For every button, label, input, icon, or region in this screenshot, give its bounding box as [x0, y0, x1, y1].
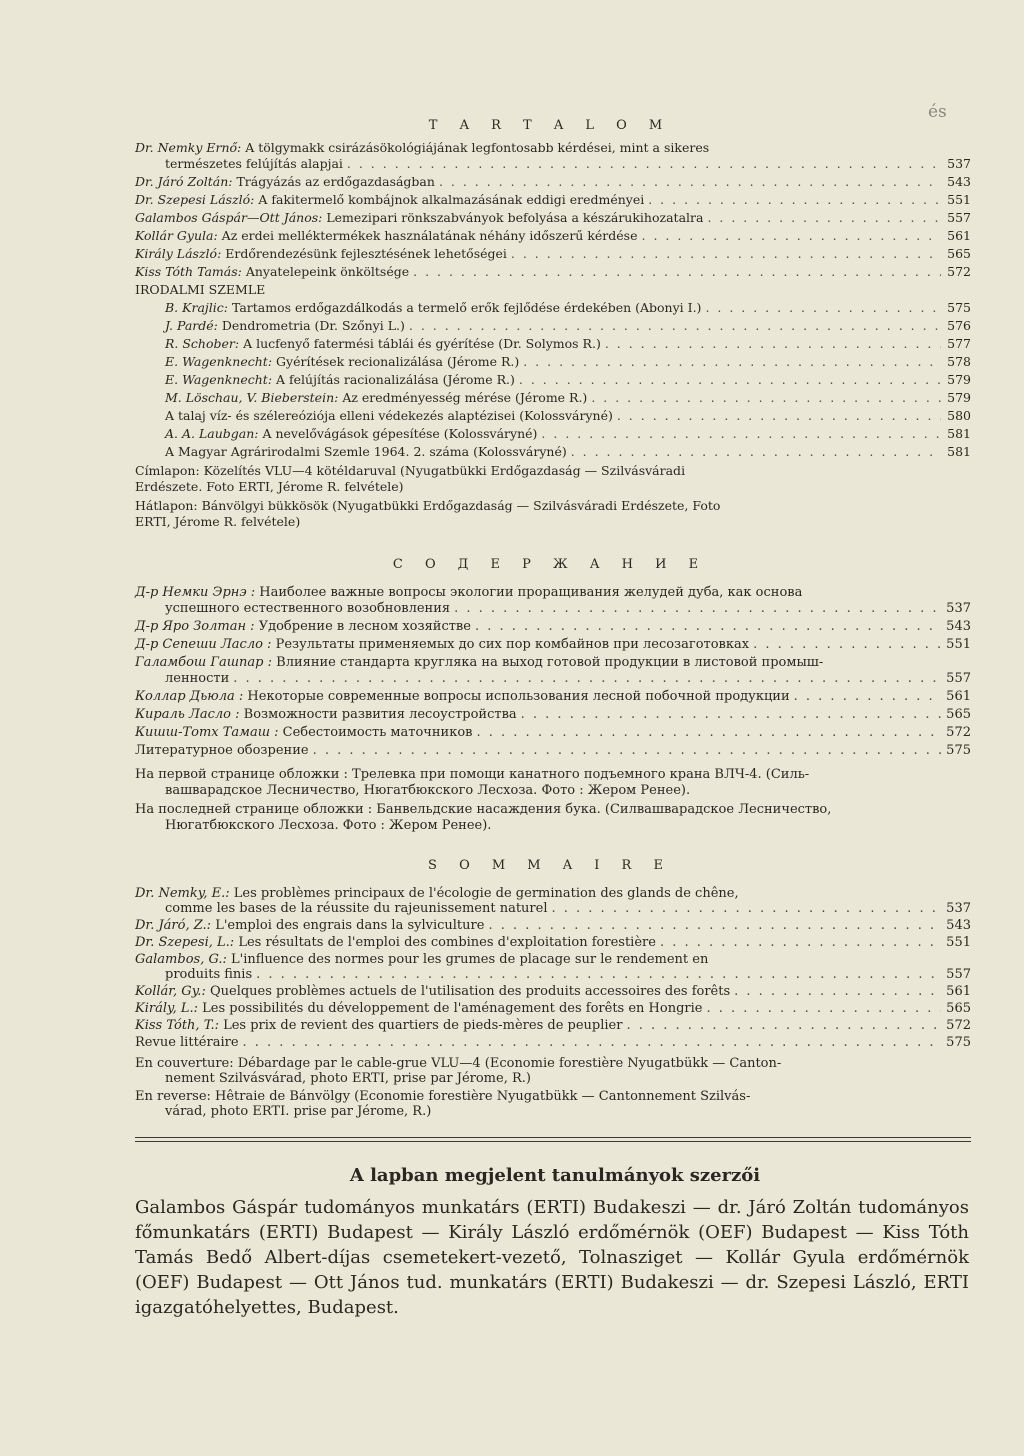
entry-page: 572	[946, 725, 971, 740]
entry-author: Dr. Szepesi László:	[135, 192, 255, 207]
couverture-note	[135, 1056, 971, 1086]
soderzhanie-list	[135, 585, 971, 834]
toc-entry	[135, 689, 971, 705]
toc-entry	[135, 935, 971, 950]
entry-page: 581	[947, 426, 971, 441]
hatlapon-note	[135, 498, 971, 530]
entry-title-cont: ленности	[165, 671, 230, 686]
sommaire-heading: S O M M A I R E	[428, 858, 672, 873]
entry-title: Les prix de revient des quartiers de pieds-mères de peuplier	[223, 1018, 623, 1033]
review-entry	[135, 372, 971, 388]
entry-author: Д-р Сепеши Ласло :	[135, 637, 272, 652]
entry-page: 561	[946, 984, 971, 999]
entry-page: 565	[947, 246, 971, 261]
entry-page: 581	[947, 444, 971, 459]
entry-title: Dendrometria (Dr. Szőnyi L.)	[221, 318, 405, 333]
entry-title: Gyérítések recionalizálása (Jérome R.)	[276, 354, 520, 369]
reverse-note	[135, 1089, 971, 1119]
review-entry	[135, 318, 971, 334]
entry-author: Д-р Яро Золтан :	[135, 619, 255, 634]
entry-author: Galambos Gáspár—Ott János:	[135, 210, 323, 225]
entry-author: Király László:	[135, 246, 222, 261]
review-entry	[135, 444, 971, 460]
entry-title: Наиболее важные вопросы экологии проращивания желудей дуба, как основа	[259, 585, 803, 600]
reverse-line: En reverse: Hêtraie de Bánvölgy (Economie forestière Nyugatbükk — Cantonnement Szilvás-	[135, 1089, 751, 1104]
irodalmi-szemle-heading: IRODALMI SZEMLE	[135, 282, 266, 297]
entry-page: 572	[946, 1018, 971, 1033]
entry-author: E. Wagenknecht:	[165, 372, 273, 387]
entry-author: J. Pardé:	[165, 318, 218, 333]
cover-note-ru	[135, 767, 971, 799]
toc-entry	[135, 743, 971, 759]
entry-page: 551	[946, 935, 971, 950]
entry-page: 579	[947, 372, 971, 387]
entry-page: 579	[947, 390, 971, 405]
toc-entry	[135, 140, 971, 172]
entry-title-cont: produits finis	[165, 967, 253, 982]
entry-title: Trágyázás az erdőgazdaságban	[236, 174, 435, 189]
toc-entry	[135, 707, 971, 723]
entry-page: 565	[946, 1001, 971, 1016]
toc-entry	[135, 192, 971, 208]
couverture-line: En couverture: Débardage par le cable-grue VLU—4 (Economie forestière Nyugatbükk — Canton-	[135, 1056, 782, 1071]
entry-page: 565	[946, 707, 971, 722]
entry-page: 543	[946, 918, 971, 933]
entry-title: A Magyar Agrárirodalmi Szemle 1964. 2. száma (Kolossváryné)	[165, 444, 567, 459]
entry-title: Anyatelepeink önköltsége	[245, 264, 410, 279]
entry-page: 576	[947, 318, 971, 333]
entry-page: 561	[946, 689, 971, 704]
toc-entry	[135, 655, 971, 687]
entry-author: Kiss Tóth, T.:	[135, 1018, 219, 1033]
toc-entry	[135, 264, 971, 280]
entry-page: 557	[946, 967, 971, 982]
entry-title: Возможности развития лесоустройства	[243, 707, 517, 722]
entry-title-cont: természetes felújítás alapjai	[165, 156, 343, 171]
entry-author: Галамбош Гашпар :	[135, 655, 273, 670]
entry-title: A fakitermelő kombájnok alkalmazásának eddigi eredményei	[258, 192, 645, 207]
entry-title: Quelques problèmes actuels de l'utilisation des produits accessoires des forêts	[209, 984, 731, 999]
entry-title: Себестоимость маточников	[282, 725, 473, 740]
entry-title: Les possibilités du développement de l'aménagement des forêts en Hongrie	[202, 1001, 703, 1016]
review-entry	[135, 426, 971, 442]
entry-page: 543	[946, 619, 971, 634]
entry-page: 543	[947, 174, 971, 189]
entry-author: Dr. Nemky Ernő:	[135, 140, 242, 155]
entry-page: 551	[947, 192, 971, 207]
toc-entry	[135, 585, 971, 617]
entry-title: A lucfenyő fatermési táblái és gyérítése (Dr. Solymos R.)	[243, 336, 601, 351]
entry-title: Az eredményesség mérése (Jérome R.)	[342, 390, 588, 405]
entry-title: Les problèmes principaux de l'écologie de germination des glands de chêne,	[233, 886, 739, 901]
entry-author: Dr. Járó, Z.:	[135, 918, 212, 933]
cover-line: На первой странице обложки : Трелевка при помощи канатного подъемного крана ВЛЧ-4. (Силь-	[135, 767, 810, 782]
entry-title: Les résultats de l'emploi des combines d'exploitation forestière	[238, 935, 656, 950]
entry-title-cont: успешного естественного возобновления	[165, 601, 451, 616]
couverture-line: nement Szilvásvárad, photo ERTI, prise par Jérome, R.)	[165, 1071, 531, 1086]
review-entry	[135, 390, 971, 406]
entry-author: E. Wagenknecht:	[165, 354, 273, 369]
entry-title: A felújítás racionalizálása (Jérome R.)	[276, 372, 515, 387]
back-line: Нюгатбюкского Лесхоза. Фото : Жером Ренее).	[165, 818, 492, 833]
entry-page: 557	[946, 671, 971, 686]
entry-page: 537	[947, 156, 971, 171]
entry-title: Удобрение в лесном хозяйстве	[258, 619, 471, 634]
toc-entry	[135, 619, 971, 635]
cimlapon-line: Címlapon: Közelítés VLU—4 kötéldaruval (Nyugatbükki Erdőgazdaság — Szilvásváradi	[135, 463, 686, 478]
entry-page: 537	[946, 901, 971, 916]
cover-line: вашварадское Лесничество, Нюгатбюкского Лесхоза. Фото : Жером Ренее).	[165, 783, 691, 798]
entry-author: Dr. Szepesi, L.:	[135, 935, 235, 950]
toc-entry	[135, 886, 971, 916]
entry-title: Влияние стандарта кругляка на выход готовой продукции в листовой промыш-	[276, 655, 824, 670]
entry-author: Galambos, G.:	[135, 952, 227, 967]
entry-author: B. Krajlic:	[165, 300, 228, 315]
reverse-line: várad, photo ERTI. prise par Jérome, R.)	[165, 1104, 432, 1119]
entry-title: Некоторые современные вопросы использования лесной побочной продукции	[247, 689, 790, 704]
entry-author: Д-р Немки Эрнэ :	[135, 585, 256, 600]
authors-heading: A lapban megjelent tanulmányok szerzői	[349, 1165, 761, 1186]
toc-entry	[135, 1018, 971, 1033]
entry-author: Коллар Дьюла :	[135, 689, 244, 704]
entry-author: Кираль Ласло :	[135, 707, 240, 722]
hatlapon-line: Hátlapon: Bánvölgyi bükkösök (Nyugatbükki Erdőgazdaság — Szilvásváradi Erdészete, Foto	[135, 498, 721, 513]
entry-author: R. Schober:	[165, 336, 240, 351]
entry-author: Dr. Nemky, E.:	[135, 886, 230, 901]
entry-title: A talaj víz- és szélereóziója elleni védekezés alaptézisei (Kolossváryné)	[165, 408, 613, 423]
toc-entry	[135, 228, 971, 244]
entry-page: 580	[947, 408, 971, 423]
entry-title: A nevelővágások gépesítése (Kolossváryné)	[262, 426, 538, 441]
authors-text: Galambos Gáspár tudományos munkatárs (ERTI) Budakeszi — dr. Járó Zoltán tudományos főmunkatárs (ERTI) Budapest — Király László erdőmérnök (OEF) Budapest — Kiss Tóth Tamás Bedő Albert-díjas csemetekert-vezető, Tolnasziget — Kollár Gyula erdőmérnök (OEF) Budapest — Ott János tud. munkatárs (ERTI) Budakeszi — dr. Szepesi László, ERTI igazgatóhelyettes, Budapest.	[135, 1197, 969, 1318]
entry-title: L'influence des normes pour les grumes de placage sur le rendement en	[231, 952, 709, 967]
tartalom-list	[135, 140, 971, 530]
entry-author: A. A. Laubgan:	[165, 426, 259, 441]
toc-entry	[135, 1035, 971, 1050]
cimlapon-note	[135, 463, 971, 495]
toc-entry	[135, 725, 971, 741]
entry-title-cont: comme les bases de la réussite du rajeunissement naturel	[165, 901, 548, 916]
entry-title: Результаты применяемых до сих пор комбайнов при лесозаготовках	[275, 637, 750, 652]
corner-note: és	[928, 102, 947, 122]
entry-page: 561	[947, 228, 971, 243]
entry-author: Dr. Járó Zoltán:	[135, 174, 233, 189]
entry-title: Lemezipari rönkszabványok befolyása a készárukihozatalra	[326, 210, 704, 225]
entry-title: L'emploi des engrais dans la sylviculture	[215, 918, 485, 933]
review-entry	[135, 354, 971, 370]
entry-author: Kollár, Gy.:	[135, 984, 206, 999]
entry-page: 577	[947, 336, 971, 351]
entry-title: A tölgymakk csirázásökológiájának legfontosabb kérdései, mint a sikeres	[245, 140, 710, 155]
entry-title: Revue littéraire	[135, 1035, 239, 1050]
entry-author: Kiss Tóth Tamás:	[135, 264, 242, 279]
hatlapon-line: ERTI, Jérome R. felvétele)	[135, 514, 301, 529]
entry-page: 557	[947, 210, 971, 225]
separator-rule	[135, 1141, 971, 1142]
entry-page: 578	[947, 354, 971, 369]
back-line: На последней странице обложки : Банвельдские насаждения бука. (Силвашварадское Лесничество,	[135, 802, 832, 817]
entry-title: Tartamos erdőgazdálkodás a termelő erők fejlődése érdekében (Abonyi I.)	[231, 300, 702, 315]
toc-entry	[135, 210, 971, 226]
entry-page: 575	[946, 1035, 971, 1050]
entry-page: 551	[946, 637, 971, 652]
review-entry	[135, 300, 971, 316]
entry-author: M. Löschau, V. Bieberstein:	[165, 390, 339, 405]
cimlapon-line: Erdészete. Foto ERTI, Jérome R. felvétele)	[135, 479, 404, 494]
toc-entry	[135, 984, 971, 999]
soderzhanie-heading: С О Д Е Р Ж А Н И Е	[392, 557, 708, 572]
entry-title: Erdőrendezésünk fejlesztésének lehetőségei	[225, 246, 507, 261]
entry-author: Кишш-Тотх Тамаш :	[135, 725, 279, 740]
review-entry	[135, 336, 971, 352]
tartalom-heading: T A R T A L O M	[428, 118, 672, 133]
toc-entry	[135, 174, 971, 190]
toc-entry	[135, 246, 971, 262]
entry-page: 575	[947, 300, 971, 315]
back-note-ru	[135, 802, 971, 834]
entry-title: Az erdei melléktermékek használatának néhány időszerű kérdése	[221, 228, 638, 243]
entry-page: 575	[946, 743, 971, 758]
sommaire-list	[135, 886, 971, 1119]
toc-entry	[135, 637, 971, 653]
toc-entry	[135, 952, 971, 982]
entry-page: 537	[946, 601, 971, 616]
separator-rule	[135, 1137, 971, 1138]
toc-entry	[135, 1001, 971, 1016]
entry-title: Литературное обозрение	[135, 743, 309, 758]
entry-author: Kollár Gyula:	[135, 228, 218, 243]
entry-author: Király, L.:	[135, 1001, 199, 1016]
entry-page: 572	[947, 264, 971, 279]
toc-entry	[135, 918, 971, 933]
review-entry	[135, 408, 971, 424]
